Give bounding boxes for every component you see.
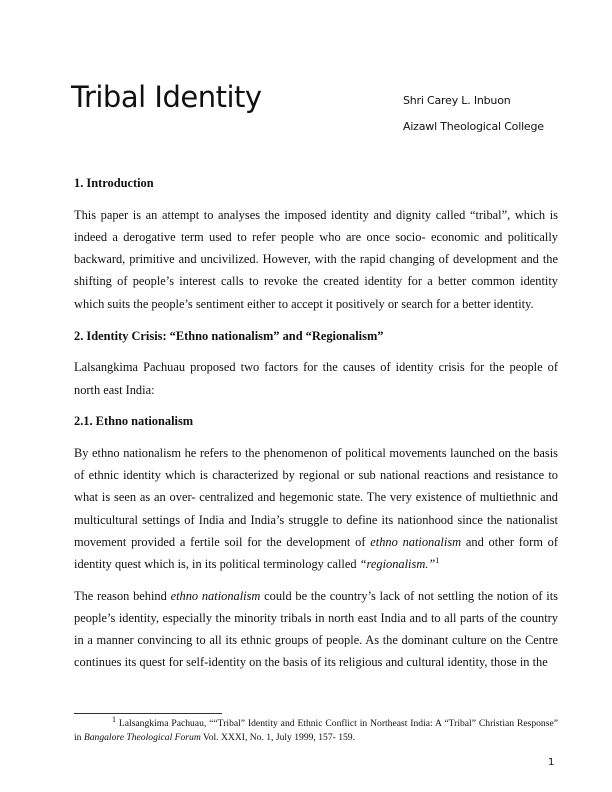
paragraph-introduction: This paper is an attempt to analyses the imposed identity and dignity called “tribal”, which is indeed a derogative term used to refer people who are once socio- economic and politically backward, primitive and uncivilized. However, with the rapid changing of development and the shifting of people’s interest calls to revoke the created identity for a better common identity which suits the people’s sentiment either to accept it positively or search for a better identity. (74, 207, 558, 311)
footnote-text-b: Vol. XXXI, No. 1, July 1999, 157- 159. (203, 732, 356, 743)
section-heading-ethno-nationalism: 2.1. Ethno nationalism (74, 414, 194, 429)
author-name: Shri Carey L. Inbuon (403, 94, 511, 107)
ethno-text-a: By ethno nationalism he refers to the phenomenon of political movements launched on the basis of ethnic identity which is characterized by regional or sub national reactions and resistance to what is seen as an over- centralized and hegemonic state. The very existence of multiethnic and multicultural settings of India and India’s struggle to define its nationhood since the nationalist movement provided a fertile soil for the development of (74, 446, 558, 549)
body-text (74, 172, 558, 683)
footnote-journal: Bangalore Theological Forum (83, 732, 201, 743)
page-number: 1 (548, 757, 555, 768)
paragraph-ethno-nationalism (74, 442, 558, 575)
paragraph-reason (74, 585, 558, 674)
author-affiliation: Aizawl Theological College (403, 120, 544, 133)
footnote-divider (74, 713, 222, 714)
footnote-reference[interactable]: 1 (435, 555, 440, 565)
footnote (74, 714, 558, 745)
ethno-text-b: and other form of identity quest which is, in its political terminology called (74, 534, 558, 572)
reason-text-b: could be the country’s lack of not settling the notion of its people’s identity, especially the minority tribals in north east India and to all parts of the country in a manner convincing to all its ethnic groups of people. As the dominant culture on the Centre continues its quest for self-identity on the basis of its religious and cultural identity, those in the (74, 588, 558, 670)
reason-text-a: The reason behind (74, 588, 167, 603)
ethno-italic-b: “regionalism.” (359, 557, 436, 572)
footnote-text-a: Lalsangkima Pachuau, ““Tribal” Identity and Ethnic Conflict in Northeast India: A “Tribal” Christian Response” in (74, 718, 558, 743)
reason-italic: ethno nationalism (170, 588, 261, 603)
section-heading-identity-crisis: 2. Identity Crisis: “Ethno nationalism” and “Regionalism” (74, 328, 384, 343)
paper-title: Tribal Identity (71, 80, 262, 114)
ethno-italic-a: ethno nationalism (370, 534, 462, 549)
section-heading-introduction: 1. Introduction (74, 176, 154, 190)
paragraph-identity-crisis: Lalsangkima Pachuau proposed two factors for the causes of identity crisis for the people of north east India: (74, 360, 558, 397)
footnote-mark: 1 (112, 714, 116, 724)
